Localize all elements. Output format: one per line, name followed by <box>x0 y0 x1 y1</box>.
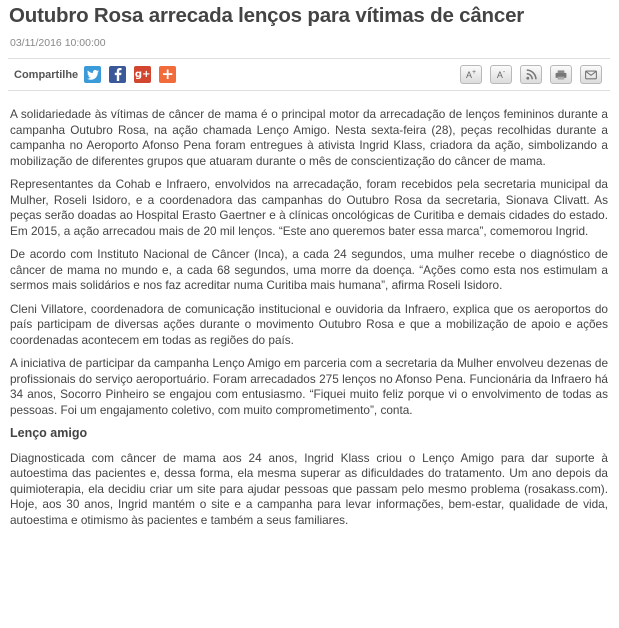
article-paragraph: Cleni Villatore, coordenadora de comunicação institucional e ouvidoria da Infraero, explica que os aeroportos do país participam de diversas ações durante o movimento Outubro Rosa e que a mobilização de apoio e ações coordenadas acontecem em todas as regiões do país. <box>10 301 608 347</box>
google-plus-share-button[interactable] <box>134 66 151 83</box>
article-paragraph: Diagnosticada com câncer de mama aos 24 anos, Ingrid Klass criou o Lenço Amigo para dar suporte à autoestima das pacientes e, dessa forma, ela mesma superar as dificuldades do tratamento. Um ano depois da quimioterapia, ela decidiu criar um site para ajudar pessoas que passam pelo mesmo problema (rosakass.com). Hoje, aos 30 anos, Ingrid mantém o site e a campanha para levar informações, bem-estar, qualidade de vida, autoestima e otimismo às pacientes e também a seus familiares. <box>10 450 608 527</box>
section-subheading: Lenço amigo <box>10 426 88 440</box>
share-label: Compartilhe <box>14 68 79 81</box>
rss-button[interactable] <box>520 65 542 84</box>
print-icon <box>555 70 567 80</box>
article-paragraph: A iniciativa de participar da campanha Lenço Amigo em parceria com a secretaria da Mulher envolveu dezenas de profissionais do serviço aeroportuário. Foram arrecadados 275 lenços no Afonso Pena. Funcionária da Infraero há 34 anos, Socorro Pinheiro se engajou com entusiasmo. “Fiquei muito feliz porque vi o envolvimento de todas as pessoas. Foi um engajamento coletivo, com muito comprometimento”, conta. <box>10 356 608 417</box>
twitter-share-button[interactable] <box>84 66 101 83</box>
article-tools <box>452 63 602 86</box>
decrease-font-button[interactable] <box>490 65 512 84</box>
increase-font-button[interactable] <box>460 65 482 84</box>
article-paragraph: A solidariedade às vítimas de câncer de mama é o principal motor da arrecadação de lenços femininos durante a campanha Outubro Rosa, na ação chamada Lenço Amigo. Nesta sexta-feira (28), peças recolhidas durante a campanha no Aeroporto Afonso Pena foram entregues à ativista Ingrid Klass, criadora da ação, simbolizando a mobilização de diferentes grupos que atuaram durante o mês de conscientização do câncer de mama. <box>10 107 608 168</box>
article-paragraph: Representantes da Cohab e Infraero, envolvidos na arrecadação, foram recebidos pela secretaria municipal da Mulher, Roseli Isidoro, e a coordenadora das campanhas do Outubro Rosa da secretaria, Sionava Clivatt. As peças serão doadas ao Hospital Erasto Gaertner e à clínicas oncológicas de Curitiba e demais cidades do estado. Em 2015, a ação arrecadou mais de 20 mil lenços. “Este ano queremos bater essa marca”, comemorou Ingrid. <box>10 177 608 238</box>
addthis-plus-icon: + <box>161 65 174 83</box>
twitter-icon <box>87 70 99 80</box>
font-increase-icon: A+ <box>465 69 477 80</box>
article-paragraph: De acordo com Instituto Nacional de Câncer (Inca), a cada 24 segundos, uma mulher recebe o diagnóstico de câncer de mama no mundo e, a cada 68 segundos, uma morre da doença. “Ações como esta nos estimulam a sermos mais solidários e nos faz acreditar numa Curitiba mais humana”, afirma Roseli Isidoro. <box>10 247 608 292</box>
article-date: 03/11/2016 10:00:00 <box>10 37 106 49</box>
font-decrease-icon: A- <box>496 69 506 80</box>
article-title: Outubro Rosa arrecada lenços para vítimas de câncer <box>9 4 525 27</box>
email-button[interactable] <box>580 65 602 84</box>
article-body <box>10 107 608 536</box>
facebook-icon <box>114 68 122 81</box>
print-button[interactable] <box>550 65 572 84</box>
rss-icon <box>526 69 537 80</box>
share-group <box>8 62 184 87</box>
email-icon <box>585 69 597 80</box>
google-plus-icon: g+ <box>134 69 151 80</box>
share-toolbar <box>8 58 610 91</box>
facebook-share-button[interactable] <box>109 66 126 83</box>
more-share-button[interactable] <box>159 66 176 83</box>
